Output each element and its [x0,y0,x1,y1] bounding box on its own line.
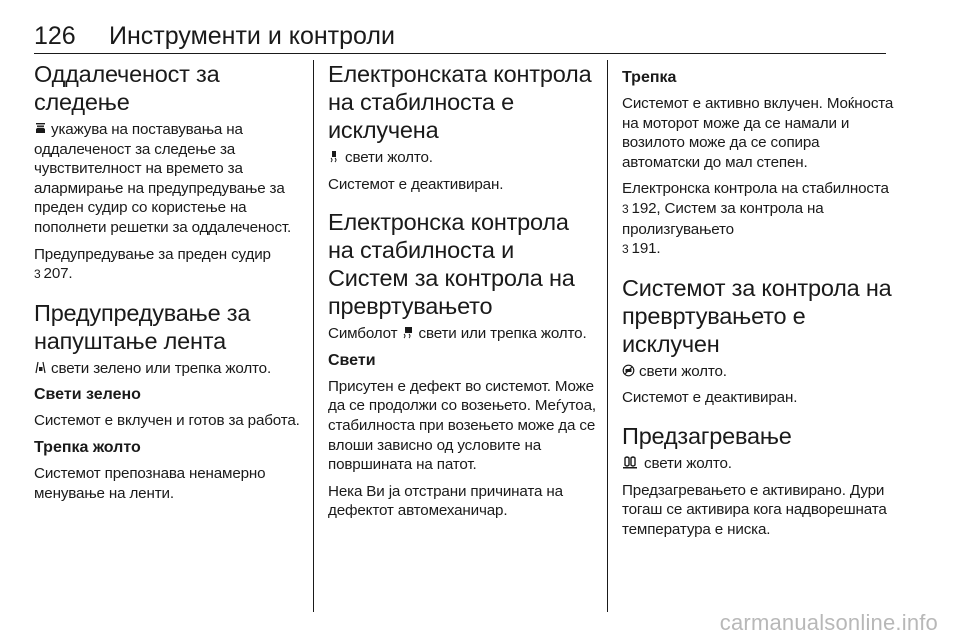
page-header [34,22,886,52]
heading-esc-rollover: Електронска контрола на стабилноста и Систем за контрола на превртувањето [328,209,575,320]
reference-arrow-icon: 3 [34,267,41,282]
heading-preheating: Предзагревање [622,422,792,449]
chapter-title: Инструменти и контроли [109,22,395,50]
rollover-off-icon [622,364,635,377]
subheading-lit: Свети [328,351,376,369]
paragraph: Предзагревањето е активирано. Дури тогаш се активира кога надворешната температура е ниска. [622,481,887,538]
paragraph: Нека Ви ја отстрани причината на дефектот автомеханичар. [328,482,563,520]
page-reference[interactable]: 192, Систем за контрола на пролизгувањето [622,199,824,238]
header-rule [34,53,886,54]
column-2 [328,60,598,528]
paragraph: Предупредување за преден судир 3 207. [34,245,304,285]
paragraph: свети жолто. [328,148,598,168]
glow-plug-icon [622,456,640,469]
paragraph: Системот е вклучен и готов за работа. [34,412,300,430]
paragraph: Присутен е дефект во системот. Може да се продолжи со возењето. Меѓутоа, стабилноста при возењето може да се влоши зависно од условите на површината на патот. [328,377,596,474]
reference-arrow-icon: 3 [622,242,629,257]
column-3 [622,60,894,546]
page-reference[interactable]: 191. [631,240,661,258]
heading-rollover-off: Системот за контрола на превртувањето е исклучен [622,274,892,357]
car-distance-icon [34,122,47,135]
page-reference[interactable]: 207. [43,265,73,283]
esc-icon [402,326,415,339]
subheading-flashes: Трепка [622,69,677,86]
paragraph: Системот е деактивиран. [622,389,798,407]
page-number: 126 [34,22,76,50]
paragraph: Системот е активно вклучен. Моќноста на моторот може да се намали и возилото може да се сопира автоматски до мал степен. [622,95,894,171]
paragraph: свети жолто. [622,454,894,474]
column-divider-2 [607,60,608,612]
esc-off-icon [328,150,341,163]
heading-esc-off: Електронската контрола на стабилноста е исклучена [328,61,592,143]
paragraph: укажува на поставувања на оддалеченост за следење за чувствителност на времето за алармирање на предупредување за преден судир со користење на пополнети решетки за оддалеченост. [34,121,292,236]
column-divider-1 [313,60,314,612]
paragraph: Системот е деактивиран. [328,175,504,193]
heading-following-distance: Оддалеченост за следење [34,61,220,115]
lane-departure-icon [34,361,47,374]
heading-lane-departure: Предупредување за напуштање лента [34,299,251,354]
subheading-flash-yellow: Трепка жолто [34,438,141,456]
paragraph: свети жолто. [622,362,894,382]
paragraph: Системот препознава ненамерно менување на ленти. [34,464,266,502]
paragraph: Симболот свети или трепка жолто. [328,325,587,343]
column-1 [34,60,304,510]
subheading-green: Свети зелено [34,386,141,404]
paragraph: свети зелено или трепка жолто. [34,359,304,379]
reference-arrow-icon: 3 [622,201,629,216]
watermark: carmanualsonline.info [719,610,938,635]
paragraph: Електронска контрола на стабилноста 3 192, Систем за контрола на пролизгувањето 3 191. [622,179,894,259]
